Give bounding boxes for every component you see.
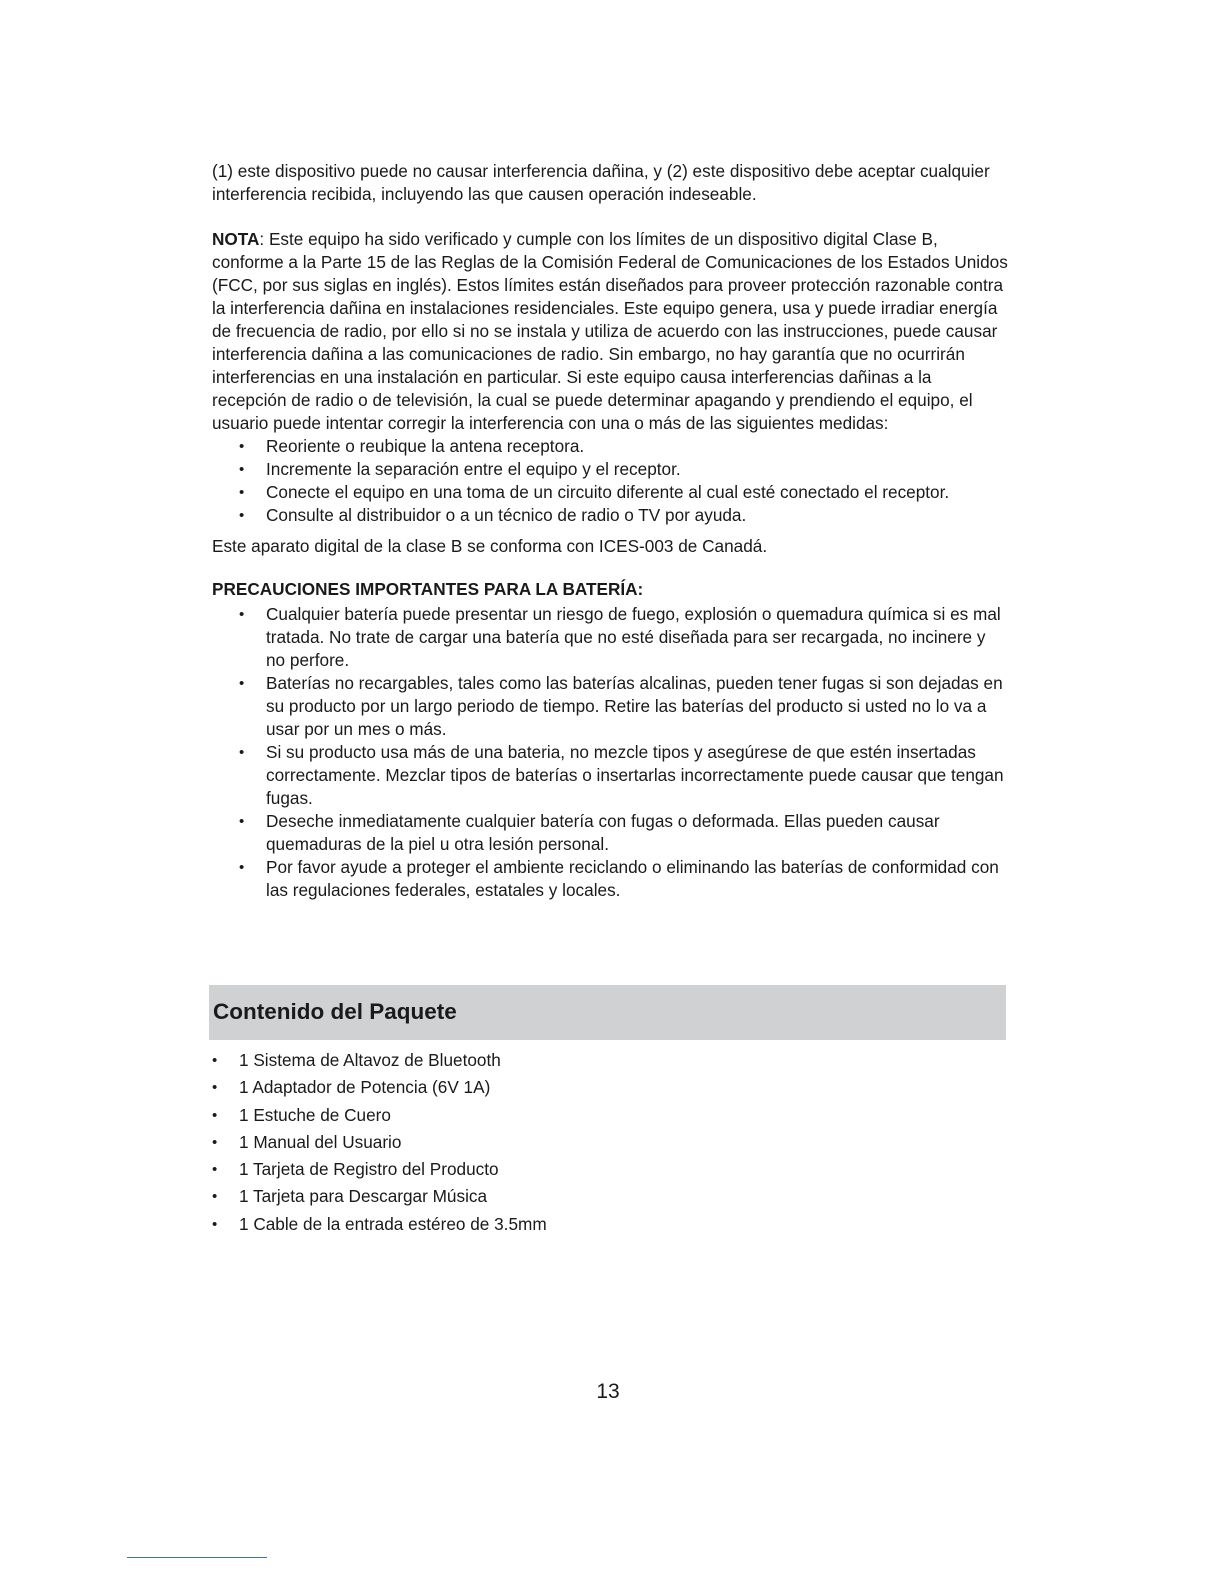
interference-measures-list	[212, 435, 1008, 527]
list-item: • Consulte al distribuidor o a un técnico de radio o TV por ayuda.	[266, 504, 1008, 527]
list-item: • Conecte el equipo en una toma de un circuito diferente al cual esté conectado el receptor.	[266, 481, 1008, 504]
note-text: : Este equipo ha sido verificado y cumple con los límites de un dispositivo digital Clase B, conforme a la Parte 15 de las Reglas de la Comisión Federal de Comunicaciones de los Estados Unidos (FCC, por sus siglas en inglés). Estos límites están diseñados para proveer protección razonable contra la interferencia dañina en instalaciones residenciales. Este equipo genera, usa y puede irradiar energía de frecuencia de radio, por ello si no se instala y utiliza de acuerdo con las instrucciones, puede causar interferencia dañina a las comunicaciones de radio. Sin embargo, no hay garantía que no ocurrirán interferencias en una instalación en particular. Si este equipo causa interferencias dañinas a la recepción de radio o de televisión, la cual se puede determinar apagando y prendiendo el equipo, el usuario puede intentar corregir la interferencia con una o más de las siguientes medidas:	[212, 229, 1008, 433]
list-item: • 1 Tarjeta de Registro del Producto	[239, 1156, 939, 1183]
list-item: • Deseche inmediatamente cualquier batería con fugas o deformada. Ellas pueden causar quemaduras de la piel u otra lesión personal.	[266, 810, 1008, 856]
list-item: • Por favor ayude a proteger el ambiente reciclando o eliminando las baterías de conformidad con las regulaciones federales, estatales y locales.	[266, 856, 1008, 902]
section-title: Contenido del Paquete	[213, 999, 457, 1024]
list-item: • Cualquier batería puede presentar un riesgo de fuego, explosión o quemadura química si es mal tratada. No trate de cargar una batería que no esté diseñada para ser recargada, no incinere y no perfore.	[266, 603, 1008, 672]
note-paragraph	[212, 228, 1008, 435]
intro-paragraph: (1) este dispositivo puede no causar interferencia dañina, y (2) este dispositivo debe aceptar cualquier interferencia recibida, incluyendo las que causen operación indeseable.	[212, 161, 990, 204]
battery-precautions-list	[212, 603, 1008, 902]
list-item: • 1 Tarjeta para Descargar Música	[239, 1183, 939, 1210]
footnote-divider	[127, 1557, 267, 1558]
list-item: • 1 Adaptador de Potencia (6V 1A)	[239, 1074, 939, 1101]
package-contents-list	[239, 1047, 939, 1238]
list-item: • Incremente la separación entre el equipo y el receptor.	[266, 458, 1008, 481]
page-body	[212, 160, 1008, 902]
list-item: • 1 Manual del Usuario	[239, 1129, 939, 1156]
list-item: • 1 Cable de la entrada estéreo de 3.5mm	[239, 1211, 939, 1238]
battery-precautions-heading: PRECAUCIONES IMPORTANTES PARA LA BATERÍA:	[212, 579, 644, 599]
page-number: 13	[596, 1380, 620, 1403]
canada-compliance-statement: Este aparato digital de la clase B se conforma con ICES-003 de Canadá.	[212, 536, 768, 556]
list-item: • Reoriente o reubique la antena receptora.	[266, 435, 1008, 458]
list-item: • 1 Estuche de Cuero	[239, 1102, 939, 1129]
list-item: • Si su producto usa más de una bateria, no mezcle tipos y asegúrese de que estén insertadas correctamente. Mezclar tipos de baterías o insertarlas incorrectamente puede causar que tengan fugas.	[266, 741, 1008, 810]
list-item: • 1 Sistema de Altavoz de Bluetooth	[239, 1047, 939, 1074]
note-label: NOTA	[212, 229, 260, 249]
list-item: • Baterías no recargables, tales como las baterías alcalinas, pueden tener fugas si son dejadas en su producto por un largo periodo de tiempo. Retire las baterías del producto si usted no lo va a usar por un mes o más.	[266, 672, 1008, 741]
package-contents-header	[209, 985, 1006, 1040]
